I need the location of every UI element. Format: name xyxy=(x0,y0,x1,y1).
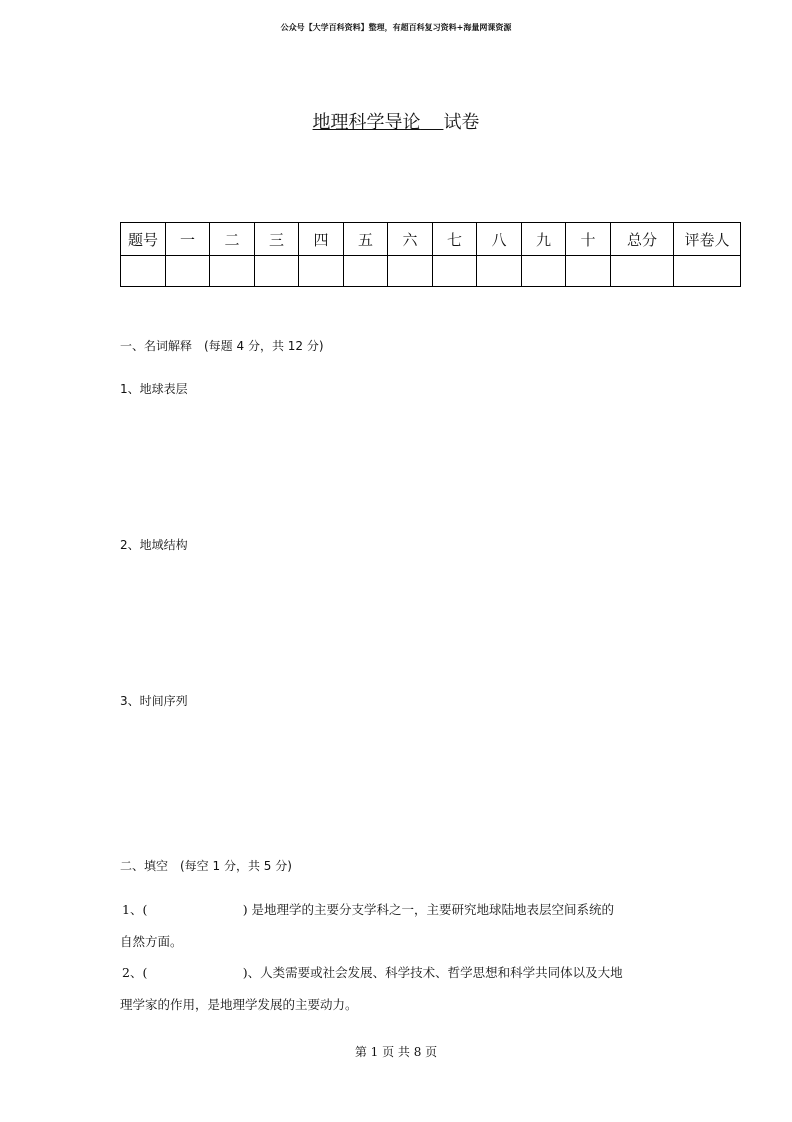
score-header-cell: 九 xyxy=(522,223,566,256)
score-cell[interactable] xyxy=(121,256,166,287)
title-suffix: 试卷 xyxy=(443,112,480,133)
score-header-cell: 总分 xyxy=(611,223,674,256)
score-cell[interactable] xyxy=(344,256,388,287)
score-header-cell: 四 xyxy=(299,223,344,256)
score-header-cell: 七 xyxy=(433,223,477,256)
score-header-cell: 六 xyxy=(388,223,433,256)
score-cell[interactable] xyxy=(566,256,611,287)
fill-question-cont: 自然方面。 xyxy=(120,934,183,949)
fill-question-cont: 理学家的作用，是地理学发展的主要动力。 xyxy=(120,997,358,1012)
page-title xyxy=(0,108,792,134)
fill-question: 1、( ) 是地理学的主要分支学科之一，主要研究地球陆地表层空间系统的 xyxy=(122,902,615,917)
section1-heading: 一、名词解释 (每题 4 分，共 12 分) xyxy=(120,339,324,353)
title-blank xyxy=(421,112,444,133)
score-cell[interactable] xyxy=(255,256,299,287)
score-header-cell: 一 xyxy=(166,223,210,256)
score-header-cell: 五 xyxy=(344,223,388,256)
question: 2、地域结构 xyxy=(120,538,188,552)
question: 1、地球表层 xyxy=(120,382,188,396)
score-header-cell: 评卷人 xyxy=(674,223,741,256)
score-header-cell: 十 xyxy=(566,223,611,256)
score-cell[interactable] xyxy=(210,256,255,287)
score-cell[interactable] xyxy=(299,256,344,287)
page-footer: 第 1 页 共 8 页 xyxy=(354,1045,438,1059)
score-header-cell: 八 xyxy=(477,223,522,256)
score-cell[interactable] xyxy=(433,256,477,287)
section2-heading: 二、填空 (每空 1 分，共 5 分) xyxy=(120,859,292,873)
score-cell[interactable] xyxy=(477,256,522,287)
title-main: 地理科学导论 xyxy=(312,112,421,133)
score-cell[interactable] xyxy=(388,256,433,287)
header-note: 公众号【大学百科资料】整理，有超百科复习资料+海量网课资源 xyxy=(280,22,512,32)
score-header-cell: 题号 xyxy=(121,223,166,256)
score-table xyxy=(120,222,741,287)
question: 3、时间序列 xyxy=(120,694,188,708)
score-cell[interactable] xyxy=(166,256,210,287)
score-cell[interactable] xyxy=(522,256,566,287)
score-cell[interactable] xyxy=(674,256,741,287)
score-header-cell: 二 xyxy=(210,223,255,256)
score-header-cell: 三 xyxy=(255,223,299,256)
fill-question: 2、( )、人类需要或社会发展、科学技术、哲学思想和科学共同体以及大地 xyxy=(122,965,623,980)
score-cell[interactable] xyxy=(611,256,674,287)
